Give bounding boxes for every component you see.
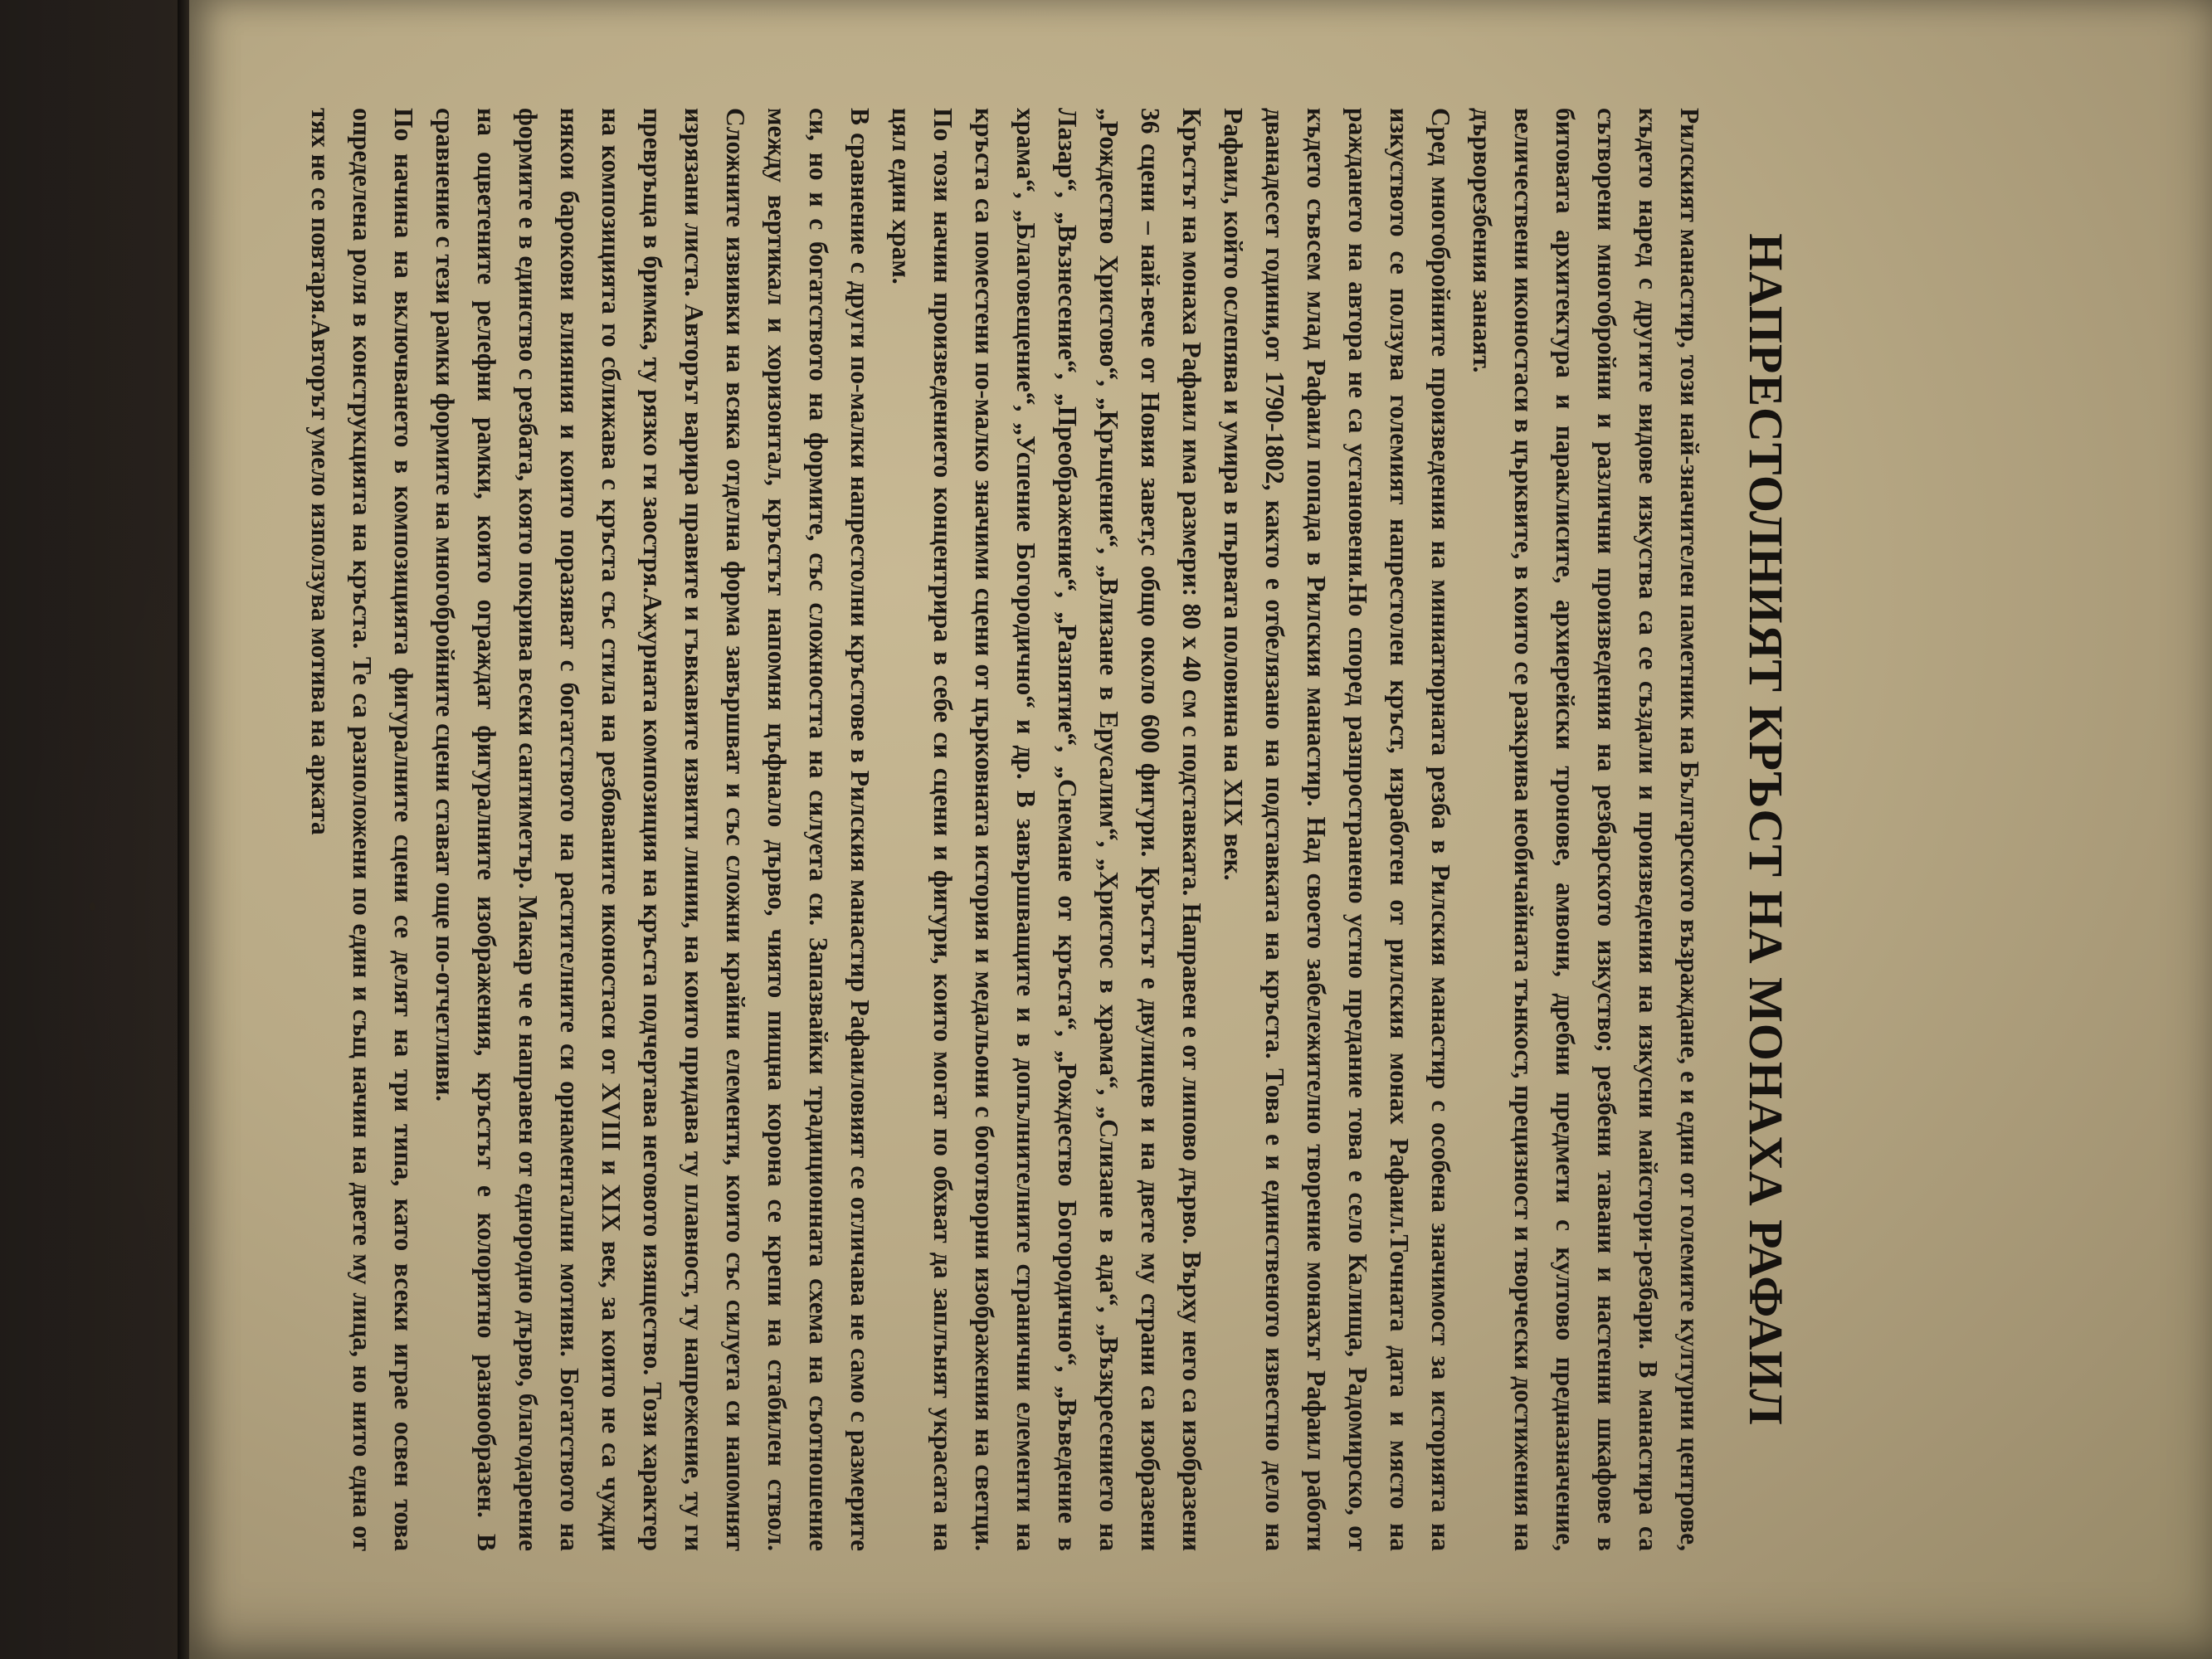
- paragraph-1: Рилският манастир, този най-значителен паметник на Българското възраждане, е и един от големите културни центрове, където наред с другите видове изкуства са се създали и произведения на изкусни майстори-резбари. В манастира са сътворени многобройни и различни произведения на резбарското изкуство; резбени тавани и настенни шкафове в битовата архитектура и параклисите, архиерейски тронове, амвони, дребни предмети с култово предназначение, величествени иконостаси в църквите, в които се разкрива необичайната тънкост, прецизност и творчески достижения на дърворезбения занаят.: [1468, 108, 1704, 1551]
- paragraph-5: По начина на включването в композицията фигуралните сцени се делят на три типа, като всеки играе освен това определена роля в конструкцията на кръста. Те са разположени по един и същ начин на двете му лица, но нито една от тях не се повтаря.Авторът умело използува мотива на арката: [306, 108, 418, 1551]
- article-body: [300, 108, 1710, 1551]
- rotated-text-page: [224, 41, 1883, 1618]
- paragraph-2: Сред многобройните произведения на миниатюрната резба в Рилския манастир с особена значимост за историята на изкуството се ползува големият напрестолен кръст, изработен от рилския монах Рафаил.Точната дата и място на раждането на автора не са установени.Но според разпространено устно предание това е село Калища, Радомирско, от където съвсем млад Рафаил попада в Рилския манастир. Над своето забележително творение монахът Рафаил работи дванадесет години,от 1790-1802, както е отбелязано на подставката на кръста. Това е и единственото известно дело на Рафаил, който ослепява и умира в първата половина на XIX век.: [1219, 108, 1455, 1551]
- paper-speck: [90, 902, 95, 911]
- article-title: НАПРЕСТОЛНИЯТ КРЪСТ НА МОНАХА РАФАИЛ: [1739, 233, 1793, 1426]
- paragraph-3: Кръстът на монаха Рафаил има размери: 80 х 40 см с подставката. Направен е от липово дърво. Върху него са изобразени 36 сцени – най-вече от Новия завет,с общо около 600 фигури. Кръстът е двулицев и на двете му страни са изобразени „Рождество Христово“, „Кръщение“, „Влизане в Ерусалим“, „Христос в храма“, „Слизане в ада“, „Възкресението на Лазар“, „Възнесение“, „Преображение“, „Разпятие“, „Снемане от кръста“, „Рождество Богородично“, „Въведение в храма“, „Благовещение“, „Успение Богородично“ и др. В завършващите и в допълнителните странични елементи на кръста са поместени по-малко значими сцени от църковната история и медальони с боготворни изображения на светци. По този начин произведението концентрира в себе си сцени и фигури, които могат по обхват да заплънят украсата на цял един храм.: [887, 108, 1206, 1551]
- paragraph-4: В сравнение с други по-малки напрестолни кръстове в Рилския манастир Рафаиловият се отличава не само с размерите си, но и с богатството на формите, със сложността на силуета си. Запазвайки традиционната схема на съотношение между вертикал и хоризонтал, кръстът напомня цъфнало дърво, чиято пищна корона се крепи на стабилен ствол. Сложните извивки на всяка отделна форма завършват и със сложни крайни елементи, които със силуета си напомнят изрязани листа. Авторът варира правите и гъвкавите извити линии, на които придава ту плавност, ту напрежение, ту ги превръща в бримка, ту рязко ги заостря.Ажурната композиция на кръста подчертава неговото изящество. Този характер на композицията го сближава с кръста със стила на резбованите иконостаси от XVIII и XIX век, за които не са чужди някои барокови влияния и които поразяват с богатството на растителните си орнаментални мотиви. Богатството на формите е в единство с резбата, която покрива всеки сантиметър. Макар че е направен от еднородно дърво, благодарение на оцветените релефни рамки, които ограждат фигуралните изображения, кръстът е колоритно разнообразен. В сравнение с тези рамки формите на многобройните сцени стават още по-отчетливи.: [431, 108, 875, 1551]
